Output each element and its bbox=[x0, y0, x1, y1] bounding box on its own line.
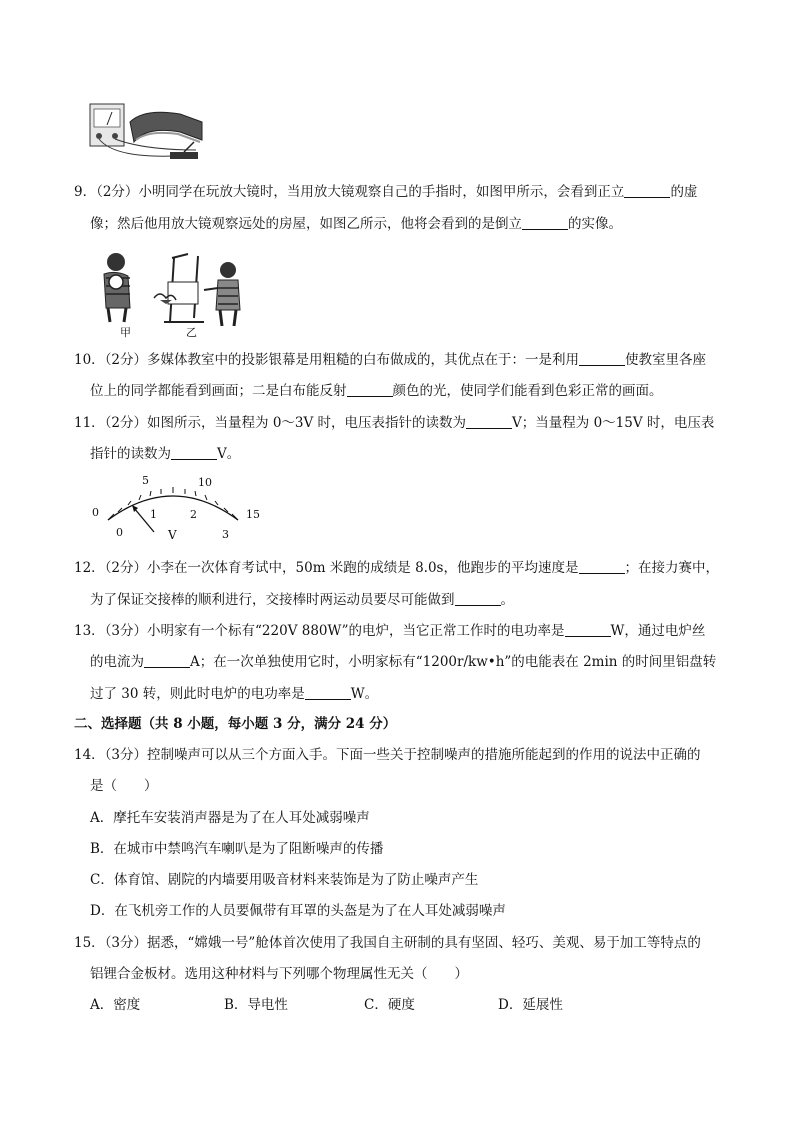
q13-line1: 13．（3分）小明家有一个标有“220V 880W”的电炉，当它正常工作时的电功率是 W，通过电炉丝 bbox=[74, 623, 706, 639]
voltmeter-dial bbox=[88, 474, 268, 546]
dial-upper-tick-0: 0 bbox=[92, 506, 99, 519]
q12-line1: 12．（2分）小李在一次体育考试中，50m 米跑的成绩是 8.0s，他跑步的平均速度是 ；在接力赛中， bbox=[74, 560, 719, 576]
q11-line2: 指针的读数为 V。 bbox=[90, 446, 241, 462]
q11-blank-1[interactable] bbox=[466, 414, 512, 429]
q11-blank-2[interactable] bbox=[171, 445, 217, 460]
q10-line1: 10．（2分）多媒体教室中的投影银幕是用粗糙的白布做成的，其优点在于：一是利用 使教室里各座 bbox=[74, 352, 707, 368]
q13-blank-1[interactable] bbox=[565, 622, 611, 637]
q14-option-d[interactable]: D．在飞机旁工作的人员要佩带有耳罩的头盔是为了在人耳处减弱噪声 bbox=[90, 903, 506, 919]
q9-blank-2[interactable] bbox=[522, 215, 568, 230]
q11-line1: 11．（2分）如图所示，当量程为 0～3V 时，电压表指针的读数为 V；当量程为 0～15V 时，电压表 bbox=[74, 415, 715, 431]
q14-option-c[interactable]: C．体育馆、剧院的内墙要用吸音材料来装饰是为了防止噪声产生 bbox=[90, 872, 479, 888]
q14-option-a[interactable]: A．摩托车安装消声器是为了在人耳处减弱噪声 bbox=[90, 810, 370, 826]
q15-line1: 15．（3分）据悉，“嫦娥一号”舱体首次使用了我国自主研制的具有坚固、轻巧、美观、易于加工等特点的 bbox=[74, 935, 701, 951]
q15-option-a[interactable]: A．密度 bbox=[90, 997, 141, 1013]
q15-option-d[interactable]: D．延展性 bbox=[498, 997, 563, 1013]
q10-line2: 位上的同学都能看到画面；二是白布能反射 颜色的光，使同学们能看到色彩正常的画面。 bbox=[90, 383, 663, 399]
q10-blank-2[interactable] bbox=[347, 382, 393, 397]
q12-blank-2[interactable] bbox=[455, 591, 501, 606]
fig-label-a: 甲 bbox=[120, 326, 131, 339]
dial-unit: V bbox=[168, 528, 177, 542]
dial-lower-tick-1: 1 bbox=[150, 508, 157, 521]
dial-upper-tick-2: 10 bbox=[198, 476, 212, 489]
dial-lower-tick-0: 0 bbox=[116, 526, 123, 539]
q14-line2: 是（ ） bbox=[90, 778, 158, 794]
q15-options bbox=[90, 995, 563, 1015]
q15-option-c[interactable]: C．硬度 bbox=[364, 997, 415, 1013]
q15-line2: 铝锂合金板材。选用这种材料与下列哪个物理属性无关（ ） bbox=[90, 966, 468, 982]
q9-line2: 像；然后他用放大镜观察远处的房屋，如图乙所示，他将会看到的是倒立 的实像。 bbox=[90, 216, 622, 232]
apparatus-figure bbox=[84, 100, 214, 168]
section-2-heading: 二、选择题（共 8 小题，每小题 3 分，满分 24 分） bbox=[74, 716, 397, 732]
q12-line2: 为了保证交接棒的顺利进行，交接棒时两运动员要尽可能做到 。 bbox=[90, 592, 514, 608]
magnifier-figure bbox=[94, 248, 254, 340]
dial-lower-tick-2: 2 bbox=[190, 508, 197, 521]
q9-line1: 9．（2分）小明同学在玩放大镜时，当用放大镜观察自己的手指时，如图甲所示，会看到正立 的虚 bbox=[74, 184, 698, 200]
dial-upper-tick-1: 5 bbox=[142, 474, 149, 487]
q13-blank-2[interactable] bbox=[144, 653, 190, 668]
q10-blank-1[interactable] bbox=[579, 351, 625, 366]
fig-label-b: 乙 bbox=[186, 326, 197, 339]
q14-line1: 14．（3分）控制噪声可以从三个方面入手。下面一些关于控制噪声的措施所能起到的作用的说法中正确的 bbox=[74, 747, 701, 763]
q13-blank-3[interactable] bbox=[305, 685, 351, 700]
q13-line2: 的电流为 A；在一次单独使用它时，小明家标有“1200r/kw•h”的电能表在 2min 的时间里铝盘转 bbox=[90, 654, 717, 670]
dial-upper-tick-3: 15 bbox=[246, 508, 260, 521]
q9-blank-1[interactable] bbox=[624, 183, 670, 198]
dial-lower-tick-3: 3 bbox=[222, 528, 229, 541]
q14-option-b[interactable]: B．在城市中禁鸣汽车喇叭是为了阻断噪声的传播 bbox=[90, 841, 384, 857]
q13-line3: 过了 30 转，则此时电炉的电功率是 W。 bbox=[90, 686, 379, 702]
q12-blank-1[interactable] bbox=[579, 559, 625, 574]
q15-option-b[interactable]: B．导电性 bbox=[224, 997, 288, 1013]
